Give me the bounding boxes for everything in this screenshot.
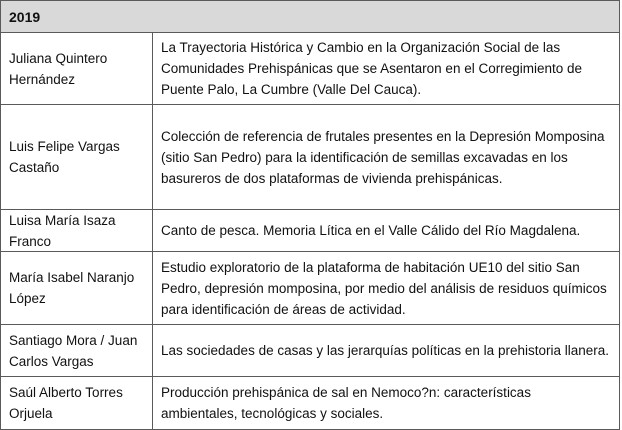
author-cell: Juliana Quintero Hernández <box>1 33 153 104</box>
author-cell: María Isabel Naranjo López <box>1 252 153 324</box>
author-cell: Santiago Mora / Juan Carlos Vargas <box>1 325 153 376</box>
title-cell: Las sociedades de casas y las jerarquías políticas en la prehistoria llanera. <box>161 343 609 358</box>
year-header: 2019 <box>1 1 619 33</box>
title-cell: Producción prehispánica de sal en Nemoco?n: características ambientales, tecnológicas y sociales. <box>161 385 531 421</box>
table-row <box>1 210 619 252</box>
table-row <box>1 33 619 105</box>
author-cell: Luis Felipe Vargas Castaño <box>1 105 153 209</box>
table-row <box>1 105 619 210</box>
table-row <box>1 325 619 377</box>
title-cell: Canto de pesca. Memoria Lítica en el Valle Cálido del Río Magdalena. <box>161 223 581 238</box>
author-cell: Luisa María Isaza Franco <box>1 210 153 251</box>
title-cell: Colección de referencia de frutales presentes en la Depresión Momposina (sitio San Pedro) para la identificación de semillas excavadas en los basureros de dos plataformas de vivienda prehispánicas. <box>161 128 605 186</box>
title-cell: Estudio exploratorio de la plataforma de habitación UE10 del sitio San Pedro, depresión momposina, por medio del análisis de residuos químicos para identificación de áreas de actividad. <box>161 259 607 317</box>
table-row <box>1 252 619 325</box>
title-cell: La Trayectoria Histórica y Cambio en la Organización Social de las Comunidades Prehispánicas que se Asentaron en el Corregimiento de Puente Palo, La Cumbre (Valle Del Cauca). <box>161 40 583 97</box>
author-cell: Saúl Alberto Torres Orjuela <box>1 377 153 429</box>
table-row <box>1 377 619 429</box>
